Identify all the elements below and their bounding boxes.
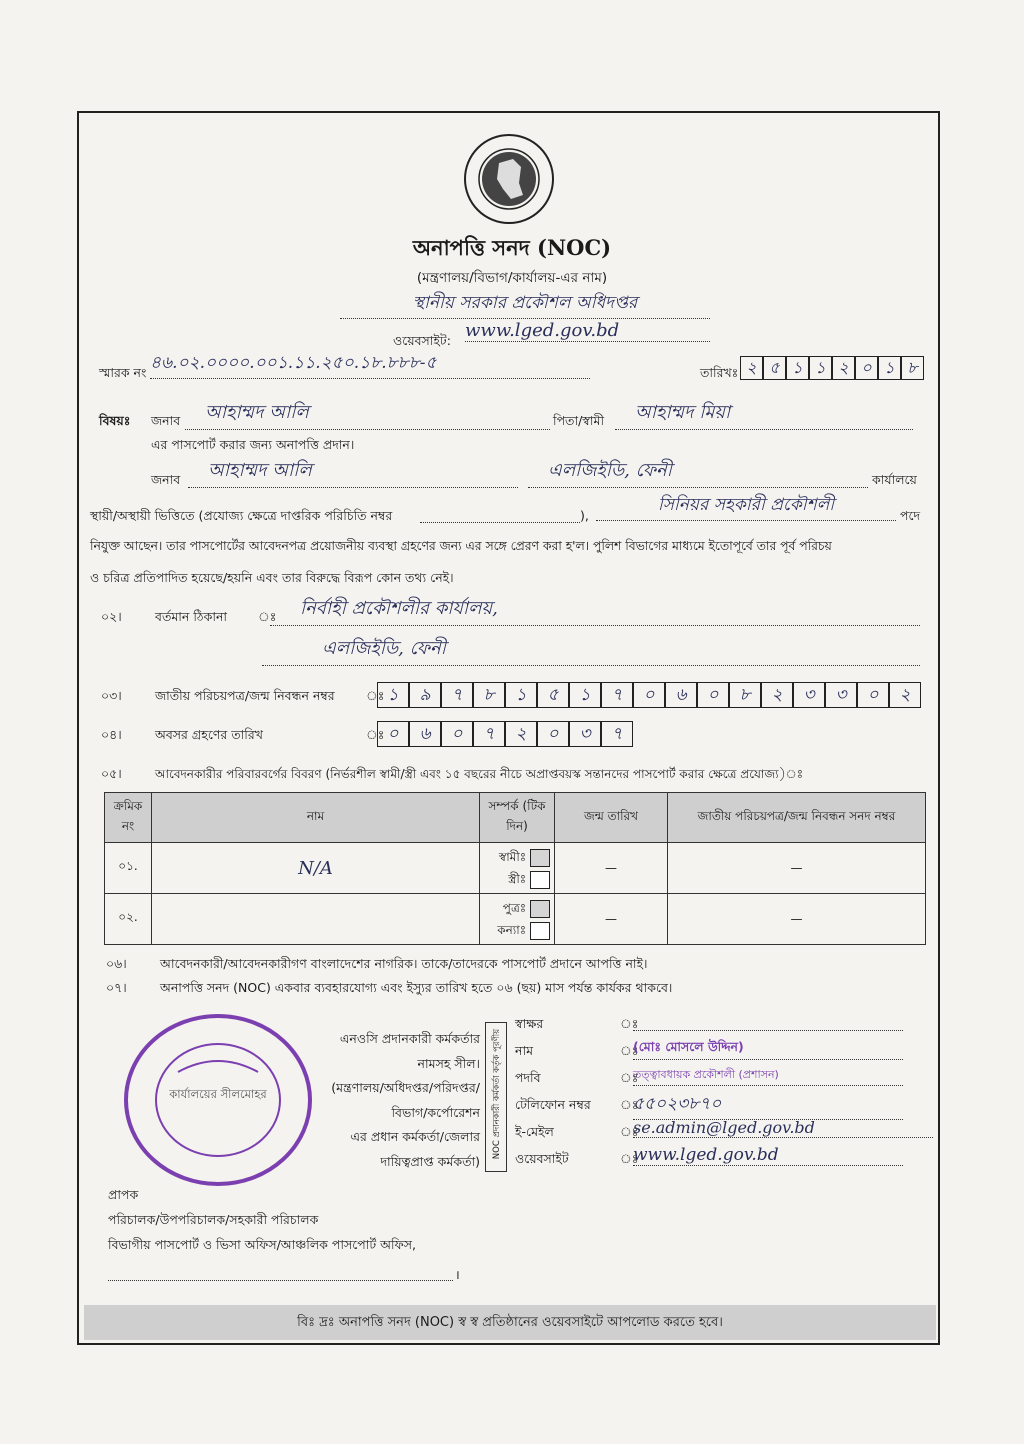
designation-suffix: পদে (900, 508, 921, 523)
memo-label: স্মারক নং (99, 365, 147, 380)
col-dob: জন্ম তারিখ (555, 793, 668, 843)
father-name: আহাম্মদ মিয়া (615, 398, 913, 430)
date-digit: ২ (832, 356, 855, 380)
retire-digit: ০ (537, 721, 569, 747)
body-paragraph-2: ও চরিত্র প্রতিপাদিত হয়েছে/হয়নি এবং তার বিরুদ্ধে বিরূপ কোন তথ্য নেই। (90, 570, 454, 585)
retirement-boxes (377, 721, 633, 747)
relation-label: কন্যাঃ (497, 923, 527, 937)
body-mr-label: জনাব (151, 472, 181, 487)
nid-digit: ১ (569, 682, 601, 708)
nid-digit: ৮ (473, 682, 505, 708)
nid-digit: ২ (761, 682, 793, 708)
memo-value: ৪৬.০২.০০০০.০০১.১১.২৫০.১৮.৮৮৮-৫ (150, 350, 590, 379)
officer-name: (মোঃ মোসলে উদ্দিন) (633, 1039, 903, 1060)
col-name: নাম (152, 793, 480, 843)
item06-text: আবেদনকারী/আবেদনকারীগণ বাংলাদেশের নাগরিক। তাকে/তাদেরকে পাসপোর্ট প্রদানে আপত্তি নাই। (160, 956, 648, 971)
date-digit: ১ (786, 356, 809, 380)
date-digit: ১ (878, 356, 901, 380)
nid-digit: ৬ (665, 682, 697, 708)
nid-digit: ৭ (441, 682, 473, 708)
retire-digit: ২ (505, 721, 537, 747)
footer-note: বিঃ দ্রঃ অনাপত্তি সনদ (NOC) স্ব স্ব প্রতিষ্ঠানের ওয়েবসাইটে আপলোড করতে হবে। (84, 1305, 936, 1340)
subject-mr-label: জনাব (151, 413, 181, 428)
date-boxes (740, 356, 924, 380)
row-relation (480, 843, 555, 894)
field-label: নাম (515, 1043, 534, 1058)
relation-label: স্বামীঃ (498, 850, 527, 864)
item02-label: বর্তমান ঠিকানা (155, 609, 228, 624)
row-dob: — (555, 894, 668, 945)
date-label: তারিখঃ (700, 365, 739, 380)
body-name: আহাম্মদ আলি (188, 456, 518, 488)
retire-digit: ৩ (569, 721, 601, 747)
item03-label: জাতীয় পরিচয়পত্র/জন্ম নিবন্ধন নম্বর (155, 688, 335, 703)
item02-num: ০২। (101, 609, 122, 624)
nid-digit: ৮ (729, 682, 761, 708)
permanent-basis: স্থায়ী/অস্থায়ী ভিত্তিতে (প্রযোজ্য ক্ষেত্রে দাপ্তরিক পরিচিতি নম্বর (90, 508, 393, 523)
relation-checkbox[interactable] (530, 900, 550, 918)
office-seal-label: কার্যালয়ের সীলমোহর (169, 1087, 267, 1101)
subject-line2: এর পাসপোর্ট করার জন্য অনাপত্তি প্রদান। (151, 437, 355, 452)
family-table (104, 792, 926, 945)
official-id-line (420, 508, 580, 523)
signature-value (633, 1010, 903, 1031)
nid-digit: ৩ (825, 682, 857, 708)
officer-description: এনওসি প্রদানকারী কর্মকর্তার নামসহ সীল। (মন্ত্রণালয়/অধিদপ্তর/পরিদপ্তর/ বিভাগ/কর্পোরেশন এর প্রধান কর্মকর্তা/জেলার দায়িত্বপ্রাপ্ত কর্মকর্তা) (331, 1031, 480, 1169)
recipient-end: । (455, 1267, 460, 1282)
item04-num: ০৪। (101, 727, 122, 742)
date-digit: ২ (740, 356, 763, 380)
father-label: পিতা/স্বামী (553, 413, 605, 428)
item04-label: অবসর গ্রহণের তারিখ (155, 727, 263, 742)
website-value: www.lged.gov.bd (465, 320, 710, 342)
item02-colon: ঃ (258, 609, 277, 624)
retire-digit: ৭ (601, 721, 633, 747)
recipient-label: প্রাপক (108, 1187, 139, 1202)
officer-phone: ৫৫০২৩৮৭০ (633, 1091, 903, 1120)
officer-fields: স্বাক্ষর ঃ নাম ঃ (মোঃ মোসলে উদ্দিন) পদবি ঃ তত্ত্বাবধায়ক প্রকৌশলী (প্রশাসন) টেলিফোন নম্বর ঃ ৫৫০২৩৮৭০ ই-মেইল ঃ se.admin@lged.gov.bd ওয়েবসাইট ঃ www.lged.gov.bd (515, 1016, 925, 1178)
nid-digit: ০ (633, 682, 665, 708)
document-subtitle: (মন্ত্রণালয়/বিভাগ/কার্যালয়-এর নাম) (416, 270, 608, 286)
designation: সিনিয়র সহকারী প্রকৌশলী (596, 492, 896, 521)
retire-digit: ০ (441, 721, 473, 747)
item07-num: ০৭। (106, 980, 127, 995)
body-office: এলজিইডি, ফেনী (528, 456, 868, 488)
col-nid: জাতীয় পরিচয়পত্র/জন্ম নিবন্ধন সনদ নম্বর (668, 793, 926, 843)
date-digit: ৫ (763, 356, 786, 380)
relation-checkbox[interactable] (530, 871, 550, 889)
retire-digit: ০ (377, 721, 409, 747)
nid-digit: ০ (697, 682, 729, 708)
officer-designation: তত্ত্বাবধায়ক প্রকৌশলী (প্রশাসন) (633, 1066, 903, 1086)
row-relation (480, 894, 555, 945)
nid-digit: ৯ (409, 682, 441, 708)
row-serial: ০১. (105, 843, 152, 894)
recipient-line-1: পরিচালক/উপপরিচালক/সহকারী পরিচালক (108, 1212, 319, 1227)
item03-num: ০৩। (101, 688, 122, 703)
officer-email: se.admin@lged.gov.bd (633, 1118, 933, 1138)
item07-text: অনাপত্তি সনদ (NOC) একবার ব্যবহারযোগ্য এবং ইস্যুর তারিখ হতে ০৬ (ছয়) মাস পর্যন্ত কার্যকর থাকবে। (160, 980, 673, 995)
website-label: ওয়েবসাইট: (393, 333, 451, 348)
office-name: স্থানীয় সরকার প্রকৌশল অধিদপ্তর (340, 290, 710, 319)
item06-num: ০৬। (106, 956, 127, 971)
office-stamp (118, 1010, 318, 1190)
nid-boxes (377, 682, 921, 708)
government-seal (463, 133, 555, 225)
nid-digit: ৫ (537, 682, 569, 708)
body-paragraph-1: নিযুক্ত আছেন। তার পাসপোর্টের আবেদনপত্র প্রয়োজনীয় ব্যবস্থা গ্রহণের জন্য এর সঙ্গে প্রেরণ করা হ'ল। পুলিশ বিভাগের মাধ্যমে ইতোপূর্বে তার পূর্ব পরিচয় (90, 539, 832, 553)
noc-vertical-label: NOC প্রদানকারী কর্মকর্তা কর্তৃক পূরণীয় (485, 1022, 507, 1172)
subject-name: আহাম্মদ আলি (185, 398, 550, 430)
relation-label: স্ত্রীঃ (508, 872, 527, 886)
date-digit: ০ (855, 356, 878, 380)
retire-digit: ৬ (409, 721, 441, 747)
nid-digit: ১ (377, 682, 409, 708)
col-relation: সম্পর্ক (টিক দিন) (480, 793, 555, 843)
recipient-office-line (108, 1266, 453, 1281)
item04-colon: ঃ (366, 727, 385, 742)
nid-digit: ২ (889, 682, 921, 708)
item05-text: আবেদনকারীর পরিবারবর্গের বিবরণ (নির্ভরশীল স্বামী/স্ত্রী এবং ১৫ বছরের নীচে অপ্রাপ্তবয়স্ক সন্তানদের পাসপোর্ট করার ক্ষেত্রে প্রযোজ্য)ঃ (155, 767, 804, 781)
date-digit: ৮ (901, 356, 924, 380)
nid-digit: ১ (505, 682, 537, 708)
row-nid: — (668, 894, 926, 945)
recipient-line-2: বিভাগীয় পাসপোর্ট ও ভিসা অফিস/আঞ্চলিক পাসপোর্ট অফিস, (108, 1237, 416, 1252)
office-suffix: কার্যালয়ে (872, 472, 917, 487)
field-label: পদবি (515, 1070, 541, 1085)
subject-label: বিষয়ঃ (99, 413, 131, 428)
relation-label: পুত্রঃ (502, 901, 527, 915)
document-title: অনাপত্তি সনদ (NOC) (412, 235, 612, 260)
relation-checkbox[interactable] (530, 922, 550, 940)
row-name: N/A (152, 843, 480, 894)
row-dob: — (555, 843, 668, 894)
field-label: ই-মেইল (515, 1124, 554, 1139)
row-name (152, 894, 480, 945)
field-label: টেলিফোন নম্বর (515, 1097, 591, 1112)
item03-colon: ঃ (366, 688, 385, 703)
item05-num: ০৫। (101, 766, 122, 781)
nid-digit: ৩ (793, 682, 825, 708)
relation-checkbox[interactable] (530, 849, 550, 867)
col-serial: ক্রমিক নং (105, 793, 152, 843)
address-line-1: নির্বাহী প্রকৌশলীর কার্যালয়, (270, 594, 920, 626)
field-label: স্বাক্ষর (515, 1016, 544, 1031)
permanent-close: ), (580, 508, 589, 523)
date-digit: ১ (809, 356, 832, 380)
address-line-2: এলজিইডি, ফেনী (262, 634, 920, 666)
nid-digit: ৭ (601, 682, 633, 708)
officer-website: www.lged.gov.bd (633, 1145, 903, 1166)
field-label: ওয়েবসাইট (515, 1151, 569, 1166)
table-row (105, 894, 926, 945)
row-serial: ০২. (105, 894, 152, 945)
nid-digit: ০ (857, 682, 889, 708)
row-nid: — (668, 843, 926, 894)
table-row (105, 843, 926, 894)
retire-digit: ৭ (473, 721, 505, 747)
